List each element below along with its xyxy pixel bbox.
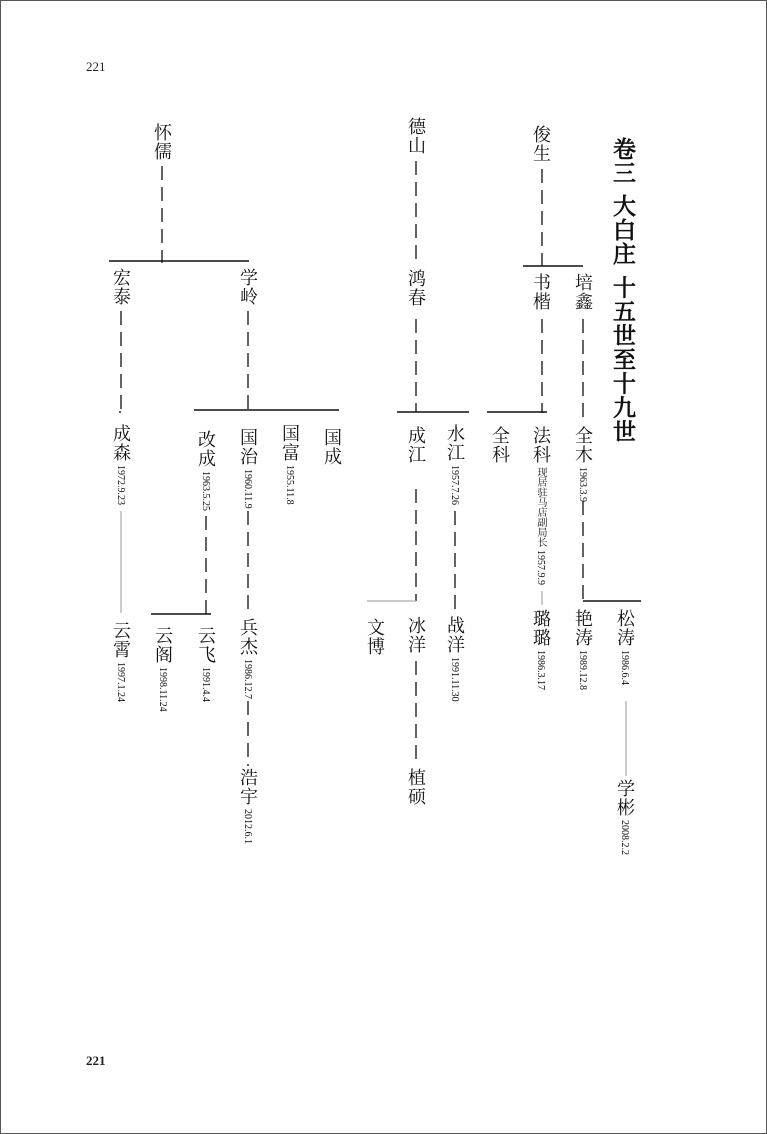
birth-date: 1963.5.25 — [200, 471, 211, 511]
page-number-top: 221 — [86, 59, 106, 74]
person-name: 法科 — [530, 426, 551, 464]
person-name: 云霄 — [110, 621, 131, 659]
birth-date: 1997.1.24 — [115, 662, 126, 702]
person-bingyang — [406, 616, 424, 654]
person-hongtai — [111, 268, 129, 306]
person-bingmu — [238, 618, 256, 699]
person-name: 改成 — [195, 430, 216, 468]
birth-date: 2008.2.2 — [619, 820, 630, 855]
person-name: 俊生 — [530, 125, 551, 163]
person-quanke — [490, 426, 508, 464]
person-zhishuo — [406, 768, 424, 806]
person-name: 云飞 — [195, 626, 216, 664]
person-xueling — [238, 268, 256, 306]
person-name: 国治 — [237, 428, 258, 466]
person-shuijiang — [445, 424, 463, 505]
birth-date: 1989.12.8 — [577, 650, 588, 690]
person-name: 培鑫 — [572, 273, 593, 311]
person-yantao — [573, 609, 591, 690]
person-name: 战洋 — [444, 616, 465, 654]
birth-date: 1991.11.30 — [449, 657, 460, 702]
person-guocheng — [322, 428, 340, 466]
person-name: 国成 — [321, 428, 342, 466]
person-note: 现居驻马店副局长 — [535, 467, 546, 547]
person-name: 文博 — [364, 618, 385, 656]
person-xuebin — [615, 779, 633, 855]
person-shukai — [531, 273, 549, 311]
person-chengjiang — [406, 426, 424, 464]
birth-date: 1960.11.9 — [242, 469, 253, 509]
person-peixin — [573, 273, 591, 311]
person-quanmu — [573, 426, 591, 502]
lineage-lines — [1, 1, 766, 1133]
person-yunxiao — [111, 621, 129, 702]
person-songtao — [615, 609, 633, 685]
person-name: 学岭 — [237, 268, 258, 306]
person-name: 艳涛 — [572, 609, 593, 647]
chapter-title: 卷三 大白庄 十五世至十九世 — [609, 137, 636, 444]
person-chengsen — [111, 424, 129, 505]
person-yunfei — [196, 626, 214, 702]
person-name: 宏泰 — [110, 268, 131, 306]
birth-date: 1972.9.23 — [115, 465, 126, 505]
person-name: 云阁 — [152, 626, 173, 664]
person-yunge — [153, 626, 171, 712]
person-wenbo — [365, 618, 383, 656]
person-deshan — [406, 117, 424, 155]
birth-date: 1986.12.7 — [242, 659, 253, 699]
person-guofu — [280, 424, 298, 505]
person-name: 植硕 — [405, 768, 426, 806]
birth-date: 1986.3.17 — [535, 650, 546, 690]
person-junsheng — [531, 125, 549, 163]
person-name: 兵杰 — [237, 618, 258, 656]
birth-date: 1955.11.8 — [284, 465, 295, 505]
person-name: 全科 — [489, 426, 510, 464]
birth-date: 1986.6.4 — [619, 650, 630, 685]
person-name: 浩宇 — [237, 768, 258, 806]
person-name: 国富 — [279, 424, 300, 462]
person-guozhi — [238, 428, 256, 509]
person-hongchun — [406, 269, 424, 307]
birth-date: 1991.4.4 — [200, 667, 211, 702]
person-name: 璐璐 — [530, 609, 551, 647]
page-number-bottom: 221 — [86, 1053, 106, 1068]
person-name: 水江 — [444, 424, 465, 462]
person-zhanyang — [445, 616, 463, 702]
birth-date: 1957.7.26 — [449, 465, 460, 505]
person-name: 全木 — [572, 426, 593, 464]
person-name: 怀儒 — [151, 123, 172, 161]
person-name: 德山 — [405, 117, 426, 155]
birth-date: 1957.9.9 — [535, 550, 546, 585]
person-name: 冰洋 — [405, 616, 426, 654]
person-name: 松涛 — [614, 609, 635, 647]
birth-date: 1963.3.9 — [577, 467, 588, 502]
person-name: 成森 — [110, 424, 131, 462]
person-name: 学彬 — [614, 779, 635, 817]
person-name: 成江 — [405, 426, 426, 464]
birth-date: 2012.6.1 — [242, 809, 253, 844]
person-gaicheng — [196, 430, 214, 511]
birth-date: 1998.11.24 — [157, 667, 168, 712]
person-name: 书楷 — [530, 273, 551, 311]
person-name: 鸿春 — [405, 269, 426, 307]
person-lulu — [531, 609, 549, 690]
person-huairu — [152, 123, 170, 161]
person-haoyu — [238, 768, 256, 844]
person-fake — [531, 426, 549, 585]
